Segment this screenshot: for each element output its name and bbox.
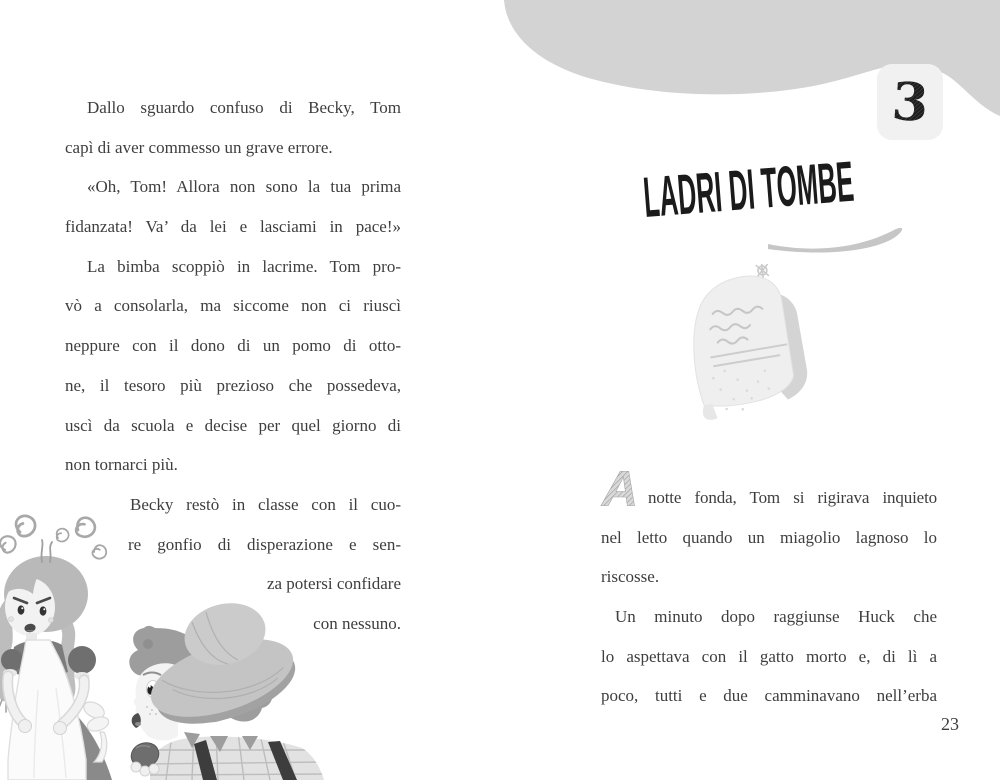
left-page-text: [65, 88, 401, 644]
text-line: poco, tutti e due camminavano nell’erba: [601, 686, 937, 706]
text-line: «Oh, Tom! Allora non sono la tua prima: [87, 177, 401, 197]
text-line: non tornarci più.: [65, 455, 178, 475]
chapter-number: 3: [889, 70, 931, 135]
drop-cap-letter: A: [601, 461, 639, 514]
text-line: Un minuto dopo raggiunse Huck che: [615, 607, 937, 627]
text-line: riscosse.: [601, 567, 660, 587]
chapter-badge: [877, 64, 943, 140]
title-underline-swoosh: [762, 222, 912, 256]
tombstone-illustration: [672, 264, 837, 429]
text-line: neppure con il dono di un pomo di otto-: [65, 336, 401, 356]
right-page-text: [601, 478, 937, 716]
text-line: lo aspettava con il gatto morto e, di lì a: [601, 646, 937, 666]
text-line: re gonfio di disperazione e sen-: [128, 534, 401, 554]
text-line: Dallo sguardo confuso di Becky, Tom: [87, 98, 401, 117]
chapter-title: LADRI DI TOMBE: [641, 149, 856, 230]
text-line: ne, il tesoro più prezioso che possedeva,: [65, 375, 401, 395]
boy-hand-object: [128, 739, 163, 776]
text-line: con nessuno.: [313, 613, 401, 633]
text-line: nel letto quando un miagolio lagnoso lo: [601, 527, 937, 547]
text-line: za potersi confidare: [266, 574, 401, 594]
text-line: Becky restò in classe con il cuo-: [130, 494, 401, 514]
text-line: notte fonda, Tom si rigirava inquieto: [648, 488, 937, 507]
page-number: 23: [941, 714, 959, 734]
text-line: uscì da scuola e decise per quel giorno di: [65, 415, 401, 435]
text-line: vò a consolarla, ma siccome non ci riuscì: [65, 296, 401, 316]
text-line: capì di aver commesso un grave errore.: [65, 137, 333, 157]
text-line: La bimba scoppiò in lacrime. Tom pro-: [87, 256, 401, 276]
text-line: fidanzata! Va’ da lei e lasciami in pace!»: [65, 217, 401, 237]
chapter-number-art: [877, 64, 943, 140]
